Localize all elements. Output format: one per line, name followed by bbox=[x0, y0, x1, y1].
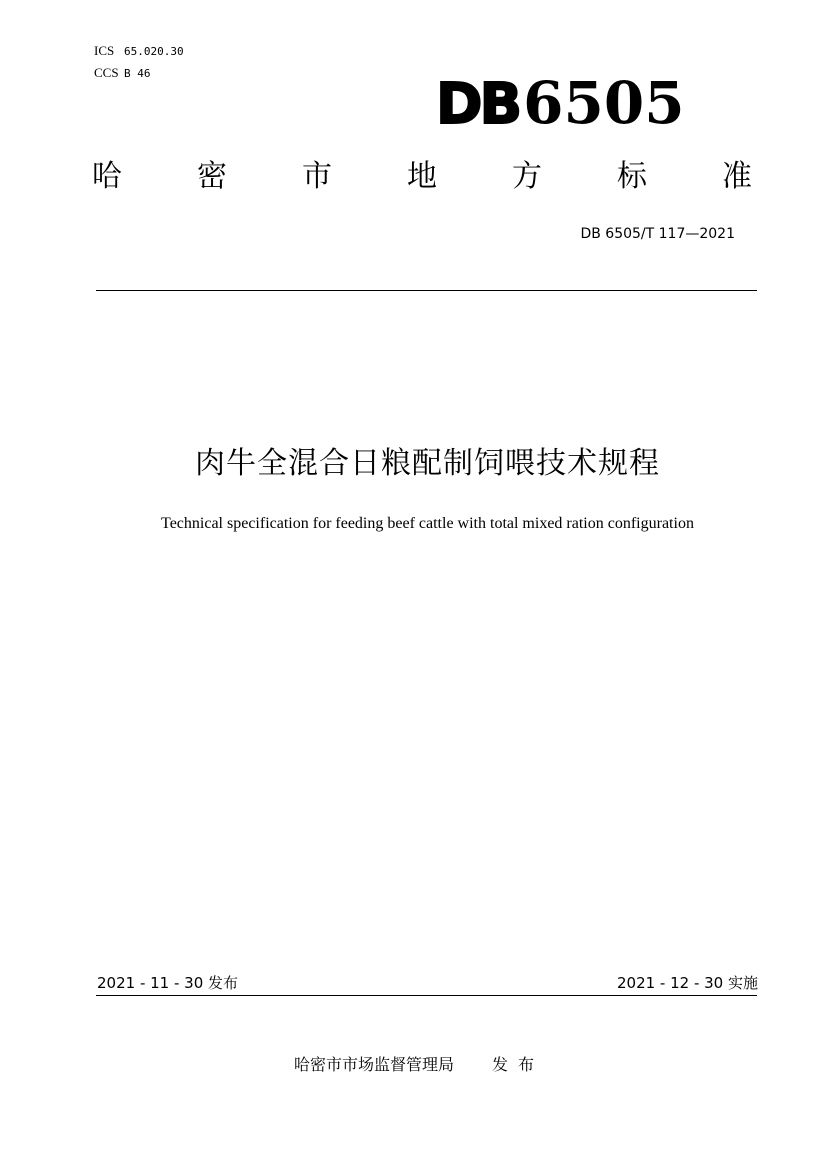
ccs-value: B 46 bbox=[124, 67, 151, 80]
implementation-date: 2021 - 12 - 30 实施 bbox=[616, 974, 758, 992]
standard-mark bbox=[436, 70, 726, 151]
issuer-line bbox=[0, 1054, 815, 1076]
ics-label: ICS bbox=[94, 43, 115, 58]
issuer-name: 哈密市市场监督管理局 bbox=[293, 1055, 454, 1074]
footer-divider bbox=[96, 995, 757, 996]
category-char: 标 bbox=[617, 159, 647, 194]
standard-mark-number: 6505 bbox=[523, 69, 685, 137]
category-char: 准 bbox=[722, 159, 752, 194]
document-title-chinese: 肉牛全混合日粮配制饲喂技术规程 bbox=[195, 446, 660, 481]
issue-date: 2021 - 11 - 30 发布 bbox=[97, 974, 239, 992]
category-char: 地 bbox=[407, 159, 437, 194]
ccs-label: CCS bbox=[94, 65, 119, 80]
standard-number: DB 6505/T 117—2021 bbox=[580, 226, 735, 242]
header-divider bbox=[96, 290, 757, 291]
ics-value: 65.020.30 bbox=[124, 45, 184, 58]
standard-mark-letters: DB bbox=[436, 72, 520, 137]
document-title-english: Technical specification for feeding beef cattle with total mixed ration configuration bbox=[161, 515, 694, 532]
category-char: 密 bbox=[197, 159, 227, 194]
ccs-line bbox=[94, 62, 184, 84]
classification-block bbox=[94, 40, 184, 84]
category-char: 方 bbox=[512, 159, 542, 194]
category-char: 市 bbox=[302, 159, 332, 194]
ics-line bbox=[94, 40, 184, 62]
standard-category bbox=[92, 157, 752, 197]
issuer-action: 发布 bbox=[492, 1055, 545, 1074]
category-char: 哈 bbox=[92, 159, 122, 194]
